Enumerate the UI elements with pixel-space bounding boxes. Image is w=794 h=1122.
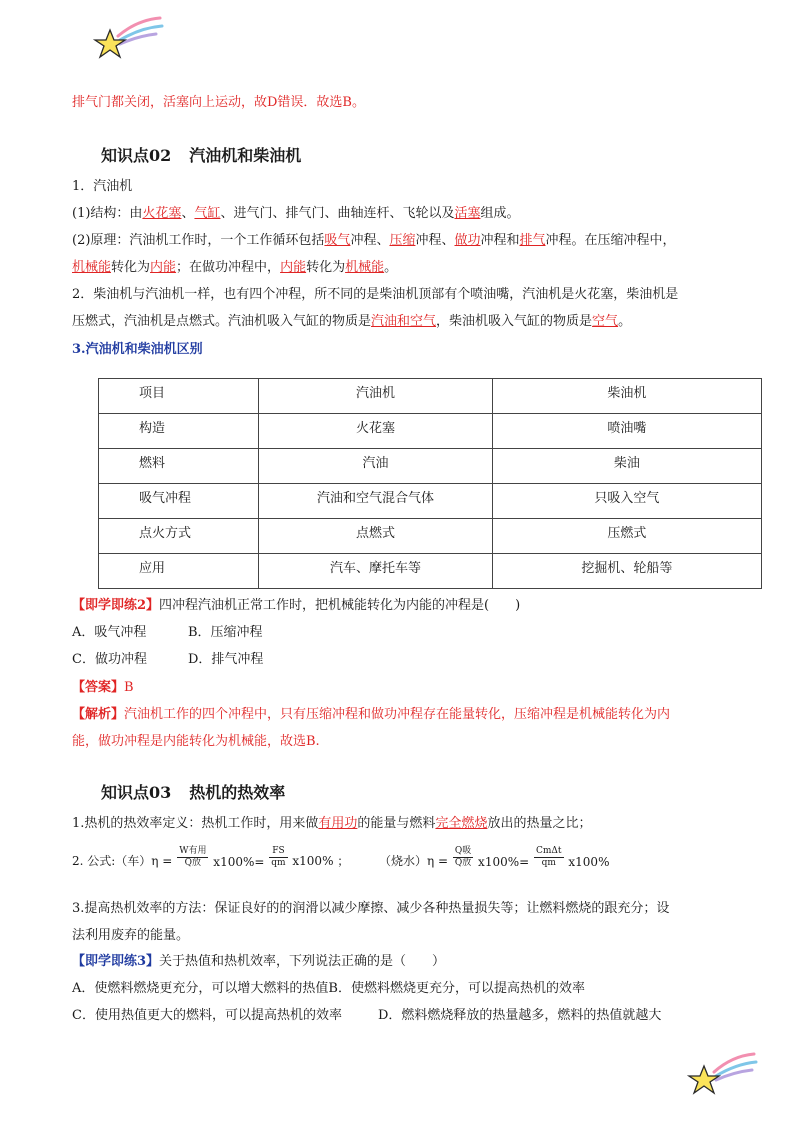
text: 冲程和 (480, 233, 520, 248)
blank-answer: 排气 (519, 233, 546, 248)
table-row (99, 554, 762, 589)
table-cell: 项目 (99, 379, 259, 414)
table-cell: 汽油 (259, 449, 493, 484)
text: 。 (384, 260, 398, 275)
exercise-tag: 【即学即练3】 (72, 954, 160, 969)
section-heading-kp3-prefix: 知识点03 (101, 783, 172, 802)
text: 冲程、 (350, 233, 390, 248)
table-cell: 构造 (99, 414, 259, 449)
text: 放出的热量之比； (487, 816, 592, 831)
numerator: FS (269, 846, 287, 858)
text: 冲程、 (415, 233, 455, 248)
text: 压燃式，汽油机是点燃式。汽油机吸入气缸的物质是 (72, 314, 372, 329)
answer-tag: 【答案】 (72, 680, 125, 695)
kp2-line-3 (72, 232, 676, 250)
kp2-line-1: 1．汽油机 (72, 179, 133, 194)
text: 。 (618, 314, 632, 329)
blank-answer: 内能 (280, 260, 307, 275)
text: x100% ； (292, 854, 350, 868)
exercise-2-question (72, 597, 520, 615)
text: 转化为 (306, 260, 346, 275)
table-cell: 柴油机 (492, 379, 761, 414)
table-caption: 3.汽油机和柴油机区别 (72, 342, 203, 357)
table-row (99, 519, 762, 554)
blank-answer: 完全燃烧 (435, 816, 488, 831)
section-heading-kp2 (101, 143, 301, 166)
text: 的能量与燃料 (357, 816, 436, 831)
denominator: qm (541, 858, 556, 868)
answer-value: B (124, 680, 134, 695)
text: （烧水）η = (378, 854, 448, 868)
table-cell: 压燃式 (492, 519, 761, 554)
table-header-row (99, 379, 762, 414)
denominator: Q放 (454, 858, 472, 868)
exercise-2-answer (72, 679, 134, 697)
fraction-useful-work (177, 846, 208, 869)
shooting-star-top-icon (92, 14, 164, 60)
numerator: CmΔt (536, 846, 562, 856)
text: 冲程。在压缩冲程中， (545, 233, 676, 248)
exercise-3-option-ab: A．使燃料燃烧更充分，可以增大燃料的热值B．使燃料燃烧更充分，可以提高热机的效率 (72, 981, 585, 996)
table-cell: 应用 (99, 554, 259, 589)
blank-answer: 活塞 (454, 206, 481, 221)
option-c: C．做功冲程 (72, 652, 147, 667)
shooting-star-bottom-icon (686, 1048, 758, 1096)
numerator: W有用 (179, 846, 207, 856)
text: (1)结构：由 (72, 206, 143, 221)
kp2-line-2 (72, 205, 520, 223)
section-heading-kp2-title: 汽油机和柴油机 (189, 146, 302, 165)
kp2-line-4 (72, 259, 397, 277)
table-cell: 只吸入空气 (492, 484, 761, 519)
text: x100%= (478, 855, 530, 869)
exercise-2-analysis-2: 能，做功冲程是内能转化为机械能，故选B. (72, 734, 320, 749)
text: 转化为 (111, 260, 151, 275)
numerator: Q吸 (454, 846, 472, 856)
text: (2)原理：汽油机工作时，一个工作循环包括 (72, 233, 325, 248)
text: 组成。 (480, 206, 520, 221)
denominator: Q放 (184, 858, 202, 868)
kp3-line-3: 3.提高热机效率的方法：保证良好的的润滑以减少摩擦、减少各种热量损失等；让燃料燃烧的跟充分；设 (72, 901, 670, 916)
exercise-2-analysis-1 (72, 706, 670, 724)
table-cell: 吸气冲程 (99, 484, 259, 519)
table-row (99, 414, 762, 449)
blank-answer: 吸气 (324, 233, 351, 248)
table-cell: 汽油和空气混合气体 (259, 484, 493, 519)
text: 、 (181, 206, 195, 221)
question-text: 四冲程汽油机正常工作时，把机械能转化为内能的冲程是( ) (159, 598, 521, 613)
table-cell: 挖掘机、轮船等 (492, 554, 761, 589)
blank-answer: 汽油和空气 (371, 314, 437, 329)
exercise-tag: 【即学即练2】 (72, 598, 160, 613)
table-cell: 点火方式 (99, 519, 259, 554)
table-cell: 汽油机 (259, 379, 493, 414)
table-cell: 点燃式 (259, 519, 493, 554)
exercise-2-options-row-1 (72, 624, 263, 642)
blank-answer: 压缩 (389, 233, 416, 248)
table-row (99, 484, 762, 519)
text: ，柴油机吸入气缸的物质是 (436, 314, 593, 329)
text: 、进气门、排气门、曲轴连杆、飞轮以及 (220, 206, 455, 221)
option-b: B．压缩冲程 (188, 625, 263, 640)
section-heading-kp3-title: 热机的热效率 (189, 783, 286, 802)
blank-answer: 有用功 (318, 816, 358, 831)
text: 1.热机的热效率定义：热机工作时，用来做 (72, 816, 319, 831)
denominator: qm (271, 858, 286, 868)
table-row (99, 449, 762, 484)
section-heading-kp3 (101, 780, 285, 803)
fraction-cmdt (534, 846, 564, 869)
kp2-line-6 (72, 313, 631, 331)
efficiency-formula (72, 846, 609, 869)
kp2-line-5: 2．柴油机与汽油机一样，也有四个冲程，所不同的是柴油机顶部有个喷油嘴，汽油机是火花塞，柴油机是 (72, 287, 679, 302)
exercise-3-question (72, 953, 445, 971)
exercise-3-option-cd (72, 1007, 661, 1025)
table-cell: 汽车、摩托车等 (259, 554, 493, 589)
option-c: C．使用热值更大的燃料，可以提高热机的效率 (72, 1008, 342, 1023)
blank-answer: 空气 (592, 314, 619, 329)
analysis-text: 汽油机工作的四个冲程中，只有压缩冲程和做功冲程存在能量转化，压缩冲程是机械能转化为内 (124, 707, 671, 722)
blank-answer: 气缸 (194, 206, 221, 221)
engine-comparison-table (98, 378, 762, 589)
table-cell: 火花塞 (259, 414, 493, 449)
table-cell: 燃料 (99, 449, 259, 484)
exercise-2-options-row-2 (72, 651, 263, 669)
question-text: 关于热值和热机效率，下列说法正确的是（ ） (159, 954, 446, 969)
fraction-heat-absorbed (453, 846, 473, 869)
kp3-line-4: 法利用废弃的能量。 (72, 928, 190, 943)
blank-answer: 内能 (150, 260, 177, 275)
text: x100% (568, 855, 610, 869)
blank-answer: 做功 (454, 233, 481, 248)
blank-answer: 火花塞 (142, 206, 182, 221)
option-d: D．燃料燃烧释放的热量越多，燃料的热值就越大 (378, 1008, 662, 1023)
fraction-fs (269, 846, 287, 869)
table-cell: 柴油 (492, 449, 761, 484)
table-cell: 喷油嘴 (492, 414, 761, 449)
analysis-tag: 【解析】 (72, 707, 125, 722)
text: 2. 公式:（车）η = (72, 854, 173, 868)
text: x100%= (213, 855, 265, 869)
kp3-line-1 (72, 815, 591, 833)
text: ；在做功冲程中， (176, 260, 281, 275)
option-a: A．吸气冲程 (72, 625, 147, 640)
blank-answer: 机械能 (345, 260, 385, 275)
option-d: D．排气冲程 (188, 652, 264, 667)
section-heading-kp2-prefix: 知识点02 (101, 146, 172, 165)
blank-answer: 机械能 (72, 260, 112, 275)
previous-answer-line: 排气门都关闭，活塞向上运动，故D错误．故选B。 (72, 95, 365, 110)
